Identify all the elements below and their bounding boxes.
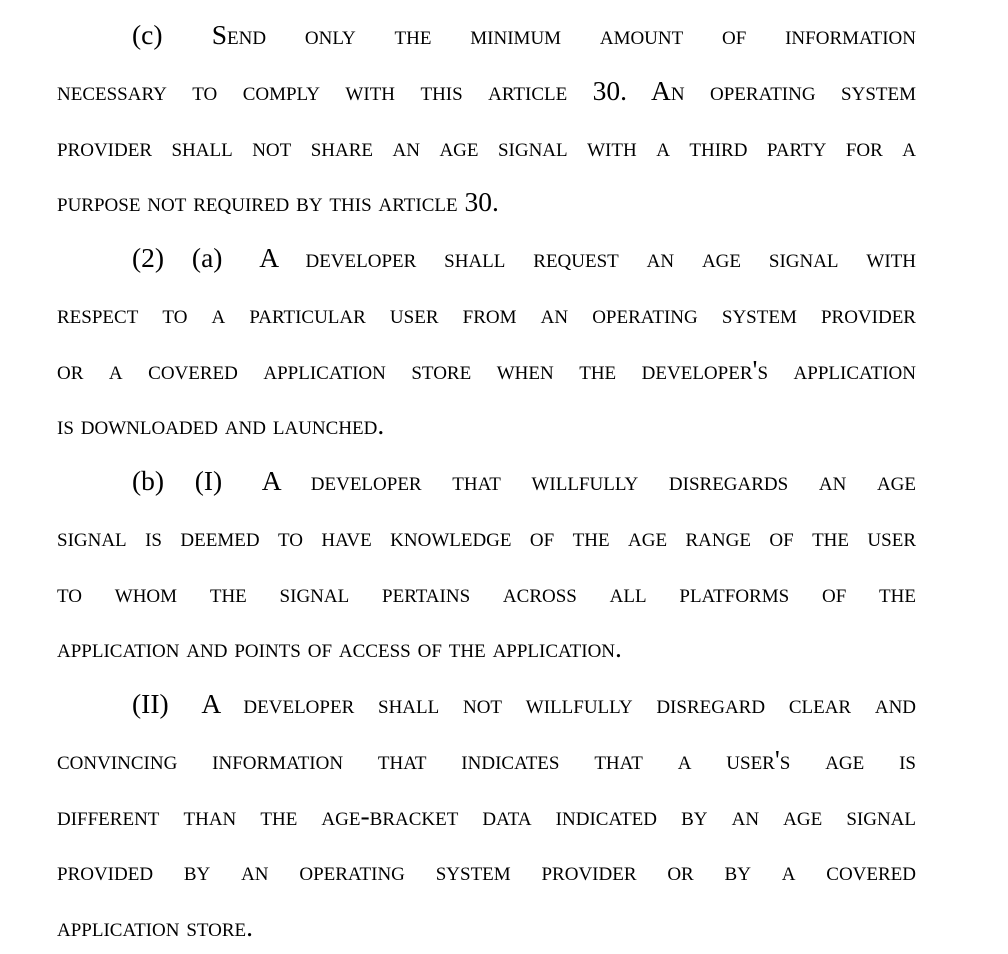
text-line: respect to a particular user from an operating system provider [57,297,916,329]
text-line: or a covered application store when the developer's application [57,353,916,385]
text-line-body: A developer that willfully disregards an age [261,465,916,496]
paragraph-c [57,7,916,230]
text-line: to whom the signal pertains across all platforms of the [57,576,916,608]
text-line: is downloaded and launched. [57,409,385,441]
text-line [57,230,916,286]
paragraph-ii [57,676,916,954]
text-line: convincing information that indicates that a user's age is [57,743,916,775]
text-line: necessary to comply with this article 30. An operating system [57,74,916,106]
paragraph-b-i [57,453,916,676]
text-line: signal is deemed to have knowledge of the age range of the user [57,520,916,552]
text-line: purpose not required by this article 30. [57,186,499,218]
text-line: application store. [57,911,254,942]
text-line: provided by an operating system provider or by a covered [57,855,916,887]
paragraph-label: (c) [132,19,163,50]
text-line-body: A developer shall request an age signal with [259,242,916,273]
text-line [57,7,916,63]
text-line [57,453,916,509]
text-line: provider shall not share an age signal with a third party for a [57,130,916,162]
text-line-body: Send only the minimum amount of information [211,19,916,50]
text-line [57,676,916,732]
paragraph-2a [57,230,916,453]
text-line: application and points of access of the application. [57,632,622,664]
paragraph-label: (II) [132,688,169,719]
paragraph-label: (b) (I) [132,465,223,496]
text-line: different than the age-bracket data indicated by an age signal [57,799,916,831]
paragraph-label: (2) (a) [132,242,223,273]
text-line-body: A developer shall not willfully disregard clear and [201,688,917,719]
